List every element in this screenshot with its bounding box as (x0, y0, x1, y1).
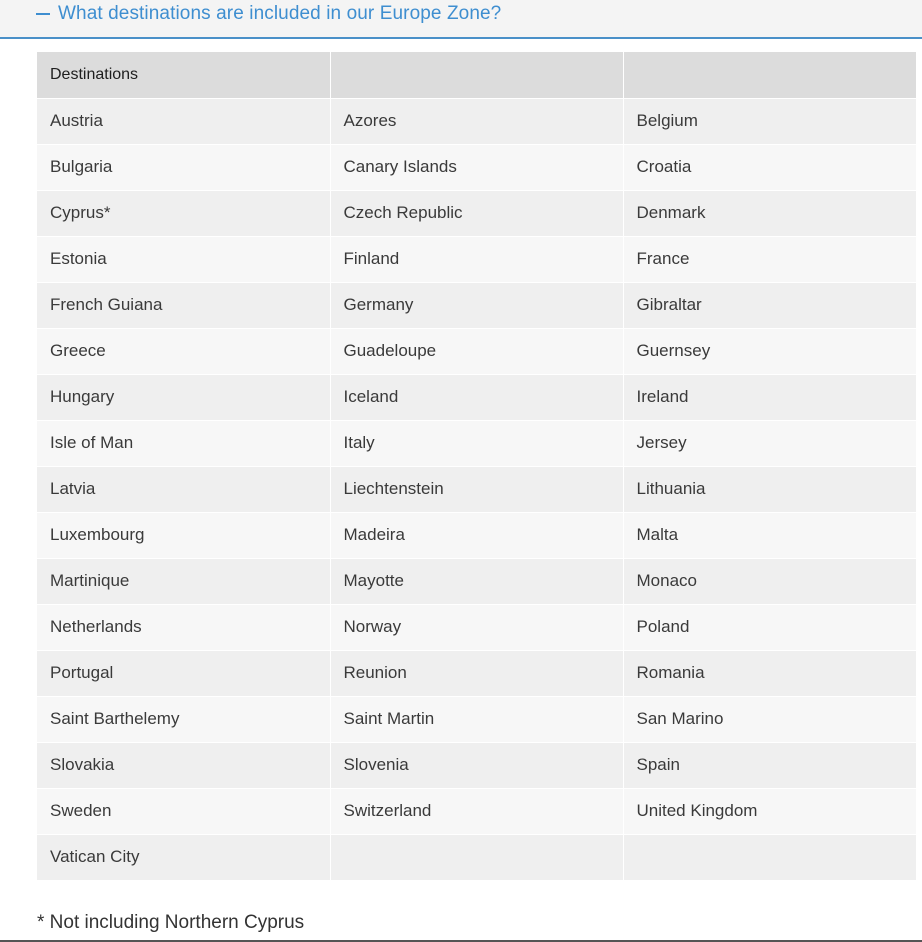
table-cell: Netherlands (37, 604, 330, 650)
table-header-cell (623, 52, 916, 98)
table-cell: Guernsey (623, 328, 916, 374)
table-row (37, 696, 916, 742)
table-cell: Gibraltar (623, 282, 916, 328)
table-cell: Reunion (330, 650, 623, 696)
table-header-cell: Destinations (37, 52, 330, 98)
accordion-title: What destinations are included in our Europe Zone? (58, 2, 502, 24)
table-cell: Switzerland (330, 788, 623, 834)
table-cell: Czech Republic (330, 190, 623, 236)
table-cell: Ireland (623, 374, 916, 420)
table-row (37, 190, 916, 236)
table-cell: Belgium (623, 98, 916, 144)
table-cell: Portugal (37, 650, 330, 696)
table-cell: Luxembourg (37, 512, 330, 558)
table-row (37, 328, 916, 374)
table-row (37, 236, 916, 282)
table-cell: Mayotte (330, 558, 623, 604)
table-cell: Norway (330, 604, 623, 650)
table-cell: Saint Barthelemy (37, 696, 330, 742)
table-cell: Sweden (37, 788, 330, 834)
destinations-table (37, 52, 917, 881)
table-cell: Slovakia (37, 742, 330, 788)
table-cell: Jersey (623, 420, 916, 466)
table-cell: Poland (623, 604, 916, 650)
table-header-cell (330, 52, 623, 98)
table-cell: Canary Islands (330, 144, 623, 190)
table-cell: Martinique (37, 558, 330, 604)
table-cell: Latvia (37, 466, 330, 512)
table-row (37, 788, 916, 834)
minus-icon (36, 13, 50, 15)
table-body (37, 98, 916, 880)
table-cell: Malta (623, 512, 916, 558)
table-cell: Slovenia (330, 742, 623, 788)
table-cell: Cyprus* (37, 190, 330, 236)
table-cell: Denmark (623, 190, 916, 236)
table-cell: Azores (330, 98, 623, 144)
table-cell (330, 834, 623, 880)
table-cell: Estonia (37, 236, 330, 282)
table-row (37, 512, 916, 558)
table-cell: France (623, 236, 916, 282)
table-cell: Austria (37, 98, 330, 144)
table-cell: United Kingdom (623, 788, 916, 834)
table-cell: San Marino (623, 696, 916, 742)
table-cell: Hungary (37, 374, 330, 420)
destinations-table-container (37, 52, 916, 881)
table-cell: Liechtenstein (330, 466, 623, 512)
table-cell: Romania (623, 650, 916, 696)
table-cell: Guadeloupe (330, 328, 623, 374)
table-row (37, 98, 916, 144)
table-row (37, 466, 916, 512)
table-row (37, 144, 916, 190)
table-cell: Iceland (330, 374, 623, 420)
table-cell: Lithuania (623, 466, 916, 512)
table-row (37, 650, 916, 696)
table-cell (623, 834, 916, 880)
footnote: * Not including Northern Cyprus (37, 912, 305, 933)
table-cell: Monaco (623, 558, 916, 604)
table-row (37, 604, 916, 650)
table-cell: French Guiana (37, 282, 330, 328)
table-cell: Isle of Man (37, 420, 330, 466)
table-row (37, 742, 916, 788)
table-cell: Greece (37, 328, 330, 374)
table-cell: Madeira (330, 512, 623, 558)
table-header-row (37, 52, 916, 98)
table-cell: Vatican City (37, 834, 330, 880)
table-row (37, 282, 916, 328)
table-cell: Spain (623, 742, 916, 788)
table-cell: Italy (330, 420, 623, 466)
accordion-toggle[interactable] (0, 0, 922, 39)
table-cell: Bulgaria (37, 144, 330, 190)
table-row (37, 834, 916, 880)
table-row (37, 420, 916, 466)
table-cell: Saint Martin (330, 696, 623, 742)
table-row (37, 558, 916, 604)
table-cell: Croatia (623, 144, 916, 190)
table-row (37, 374, 916, 420)
table-cell: Finland (330, 236, 623, 282)
table-cell: Germany (330, 282, 623, 328)
